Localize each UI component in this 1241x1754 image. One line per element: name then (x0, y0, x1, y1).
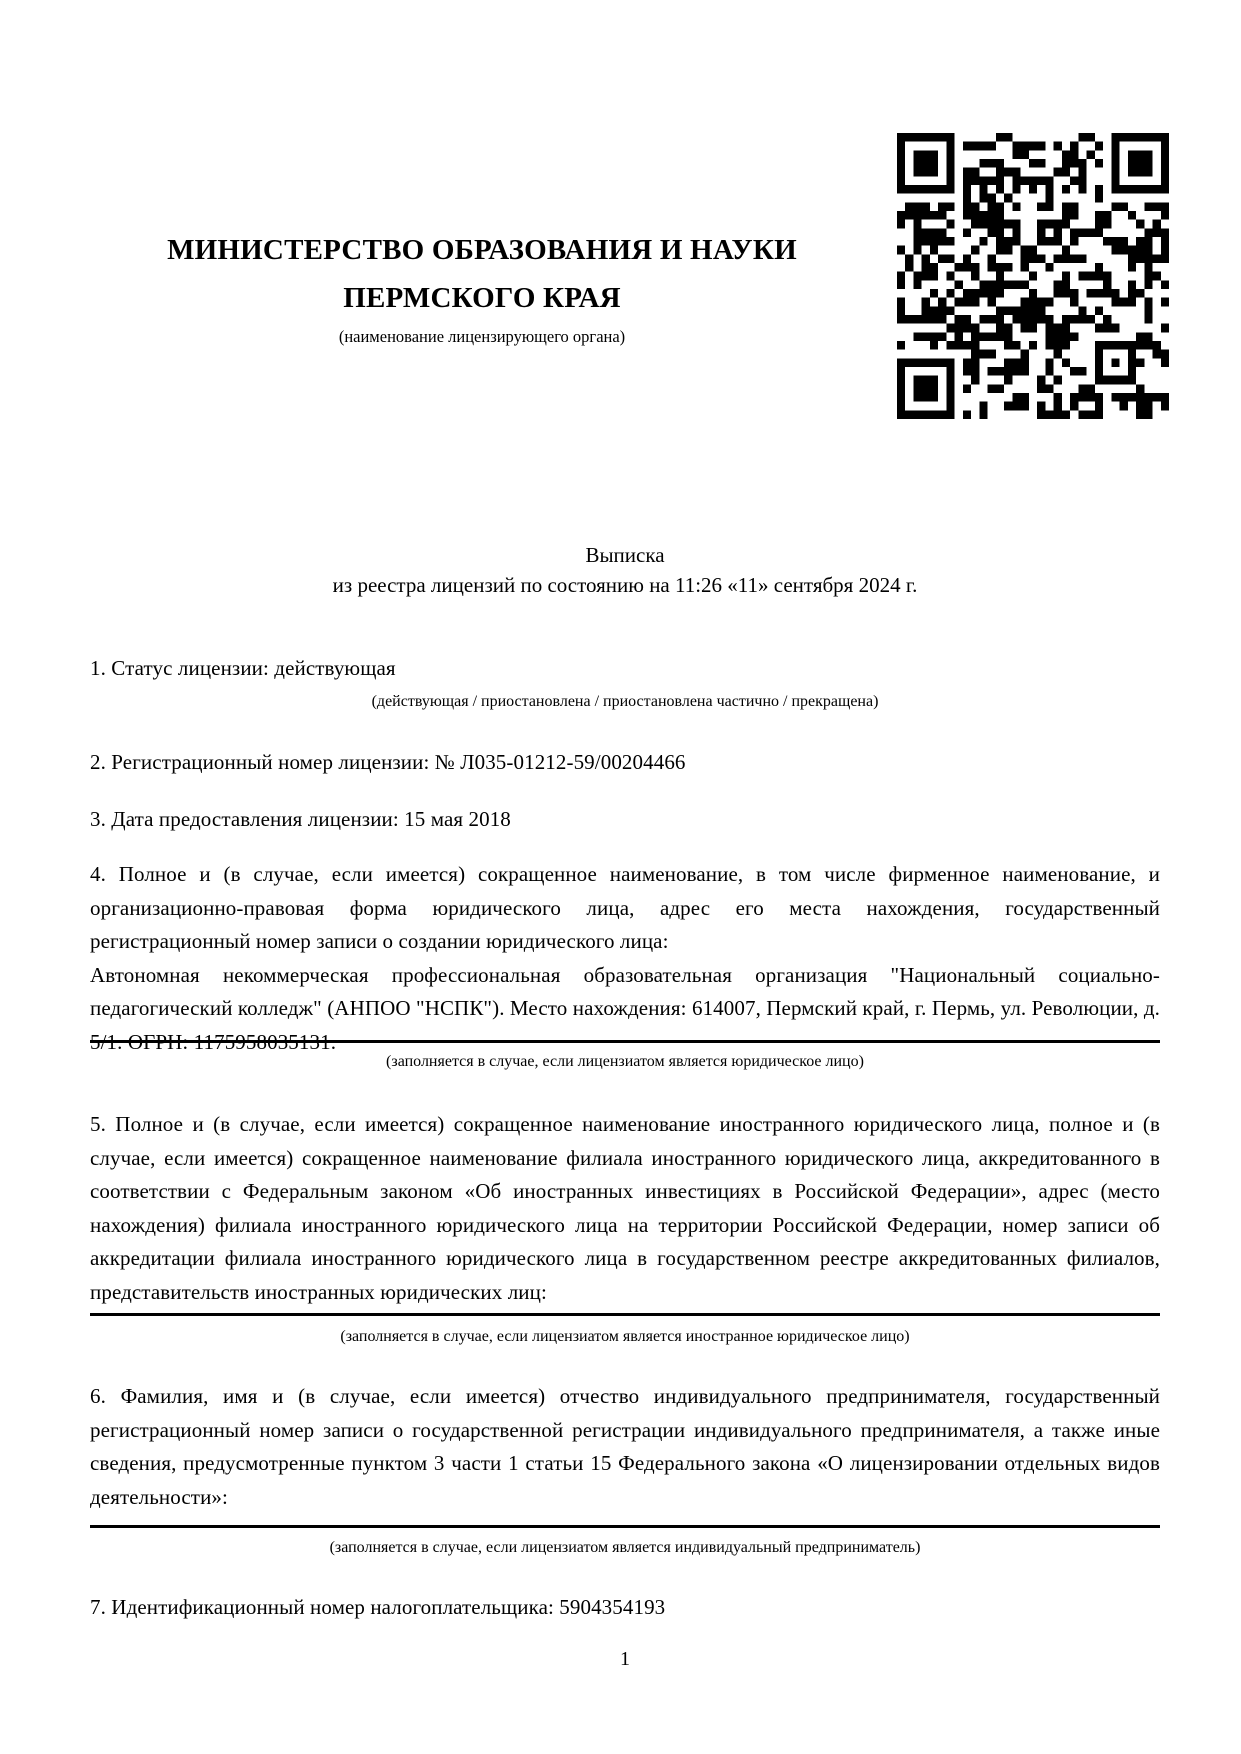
extract-date-line: из реестра лицензий по состоянию на 11:26 «11» сентября 2024 г. (332, 573, 918, 597)
item-2-registration-number: 2. Регистрационный номер лицензии: № Л035-01212-59/00204466 (90, 750, 686, 774)
item-7-taxpayer-id: 7. Идентификационный номер налогоплательщика: 5904354193 (90, 1595, 666, 1619)
extract-title: Выписка (585, 543, 665, 567)
item-5-caption: (заполняется в случае, если лицензиатом является иностранное юридическое лицо) (340, 1328, 910, 1345)
item-6-caption: (заполняется в случае, если лицензиатом является индивидуальный предприниматель) (329, 1539, 921, 1556)
document-body (90, 0, 1160, 1754)
item-1-caption: (действующая / приостановлена / приостановлена частично / прекращена) (371, 693, 879, 710)
item-4-caption: (заполняется в случае, если лицензиатом является юридическое лицо) (386, 1053, 864, 1070)
licensing-authority-caption: (наименование лицензирующего органа) (338, 327, 626, 346)
fill-line-foreign-entity (90, 1313, 1160, 1316)
item-1-license-status: 1. Статус лицензии: действующая (90, 656, 396, 680)
extract-heading (90, 540, 1160, 600)
fill-line-individual-entrepreneur (90, 1525, 1160, 1528)
fill-line-legal-entity (90, 1040, 1160, 1043)
item-6-individual-entrepreneur: 6. Фамилия, имя и (в случае, если имеется) отчество индивидуального предпринимателя, государственный регистрационный номер записи о государственной регистрации индивидуального предпринимателя, а также иные сведения, предусмотренные пунктом 3 части 1 статьи 15 Федерального закона «О лицензировании отдельных видов деятельности»: (90, 1384, 1160, 1509)
item-4-text: 4. Полное и (в случае, если имеется) сокращенное наименование, в том числе фирменное наименование, и организационно-правовая форма юридического лица, адрес его места нахождения, государственный регистрационный номер записи о создании юридического лица: (90, 862, 1160, 953)
item-3-license-date: 3. Дата предоставления лицензии: 15 мая 2018 (90, 807, 511, 831)
ministry-title-line1: МИНИСТЕРСТВО ОБРАЗОВАНИЯ И НАУКИ (167, 234, 797, 266)
item-5-foreign-entity: 5. Полное и (в случае, если имеется) сокращенное наименование иностранного юридического лица, полное и (в случае, если имеется) сокращенное наименование филиала иностранного юридического лица, аккредитованного в соответствии с Федеральным законом «Об иностранных инвестициях в Российской Федерации», адрес (место нахождения) филиала иностранного юридического лица на территории Российской Федерации, номер записи об аккредитации филиала иностранного юридического лица в государственном реестре аккредитованных филиалов, представительств иностранных юридических лиц: (90, 1112, 1160, 1304)
page-number: 1 (620, 1648, 630, 1670)
item-4-legal-entity (90, 858, 1160, 1059)
ministry-title-line2: ПЕРМСКОГО КРАЯ (343, 282, 621, 314)
item-4-value: Автономная некоммерческая профессиональная образовательная организация "Национальный социально-педагогический колледж" (АНПОО "НСПК"). Место нахождения: 614007, Пермский край, г. Пермь, ул. Революции, д. 5/1. ОГРН: 1175958035131. (90, 962, 1160, 1054)
